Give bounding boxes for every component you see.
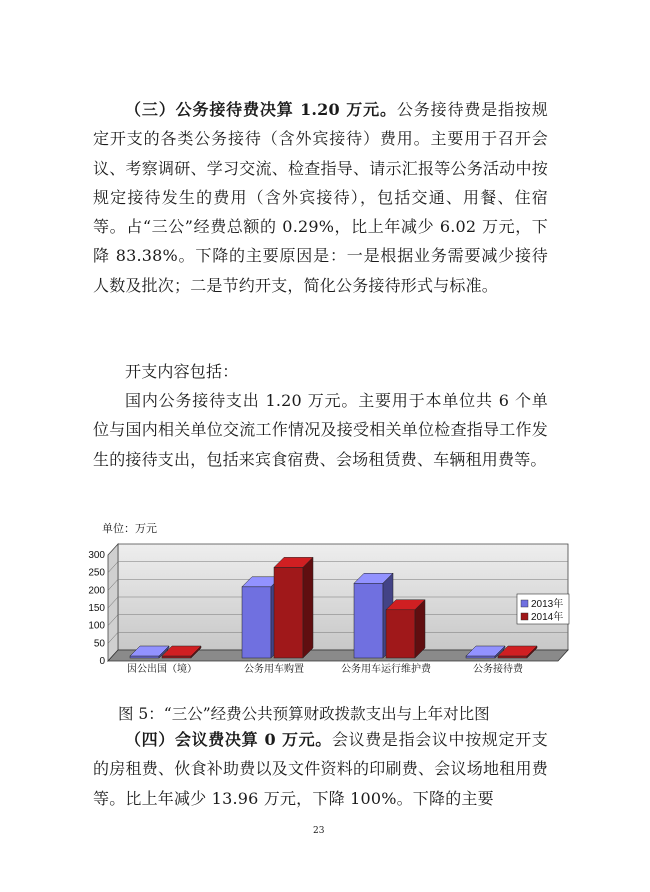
bar <box>386 610 415 658</box>
y-tick-label: 200 <box>88 585 105 597</box>
section3-body: 公务接待费是指按规定开支的各类公务接待（含外宾接待）费用。主要用于召开会议、考察调研、学习交流、检查指导、请示汇报等公务活动中按规定接待发生的费用（含外宾接待），包括交通、用餐、住宿等。占“三公”经费总额的 0.29%，比上年减少 6.02 万元，下降 83.38%。下降的主要原因是：一是根据业务需要减少接待人数及批次；二是节约开支，简化公务接待形式与标准。 <box>93 100 548 295</box>
section3-heading: （三）公务接待费决算 1.20 万元。 <box>125 100 397 119</box>
y-tick-label: 50 <box>93 638 105 650</box>
bar-side <box>303 557 313 658</box>
bar-side <box>415 600 425 658</box>
bar <box>162 656 191 658</box>
section4-heading: （四）会议费决算 0 万元。 <box>125 730 332 749</box>
y-tick-label: 250 <box>88 567 105 579</box>
x-category-label: 公务接待费 <box>473 664 523 675</box>
bar <box>354 583 383 658</box>
contents-label: 开支内容包括： <box>125 362 239 381</box>
x-category-label: 公务用车运行维护费 <box>341 664 431 675</box>
chart-unit-label: 单位：万元 <box>102 522 157 535</box>
domestic-paragraph: 国内公务接待支出 1.20 万元。主要用于本单位共 6 个单位与国内相关单位交流工作情况及接受相关单位检查指导工作发生的接待支出，包括来宾食宿费、会场租赁费、车辆租用费等。 <box>93 391 548 469</box>
y-tick-label: 100 <box>88 620 105 632</box>
figure-caption: 图 5：“三公”经费公共预算财政拨款支出与上年对比图 <box>118 705 490 723</box>
section4-paragraph <box>93 725 548 813</box>
bar-chart <box>80 520 580 695</box>
bar <box>498 656 527 658</box>
legend-swatch <box>521 613 528 620</box>
bar <box>130 656 159 658</box>
x-category-label: 公务用车购置 <box>244 664 304 675</box>
bar <box>466 656 495 658</box>
legend-swatch <box>521 600 528 607</box>
page-number: 23 <box>313 826 325 836</box>
section4-body: 会议费是指会议中按规定开支的房租费、伙食补助费以及文件资料的印刷费、会议场地租用费等。比上年减少 13.96 万元，下降 100%。下降的主要 <box>93 730 548 808</box>
bar <box>274 567 303 658</box>
y-tick-label: 300 <box>88 550 105 561</box>
y-tick-label: 0 <box>99 656 105 667</box>
x-category-label: 因公出国（境） <box>127 664 197 675</box>
legend-label: 2013年 <box>531 599 564 610</box>
section3-paragraph <box>93 95 548 300</box>
bar <box>242 587 271 658</box>
y-tick-label: 150 <box>88 603 105 614</box>
legend-label: 2014年 <box>531 612 564 623</box>
